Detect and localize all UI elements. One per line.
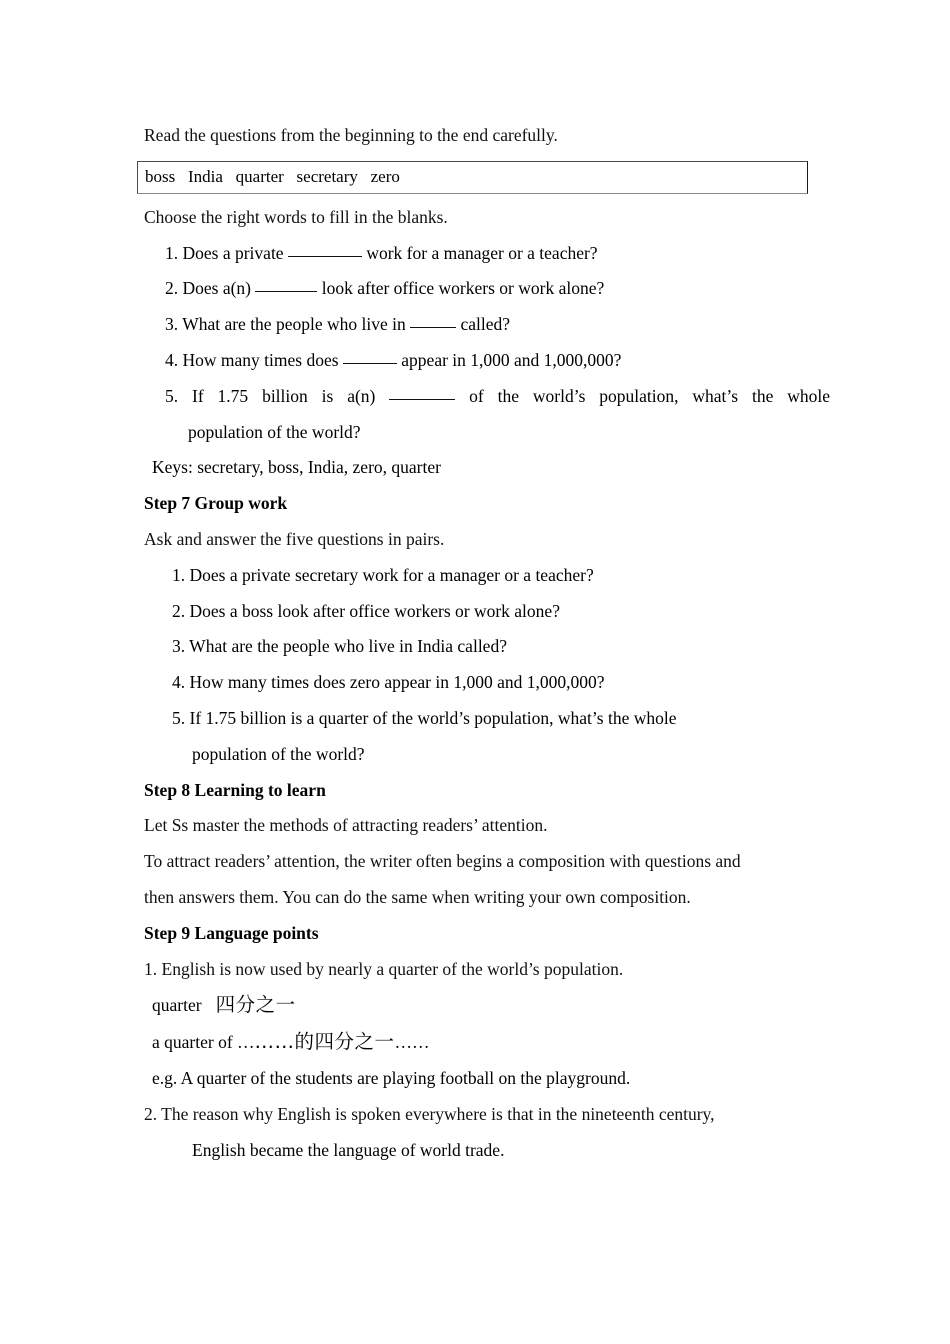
question-text-before: What are the people who live in	[182, 314, 406, 335]
question-text-after: appear in 1,000 and 1,000,000?	[401, 349, 622, 370]
question-number: 4.	[165, 349, 179, 370]
answer-blank	[255, 279, 317, 292]
list-item: 1. Does a private secretary work for a manager or a teacher?	[172, 564, 594, 585]
list-item	[144, 271, 810, 307]
phrase-chinese: ……的四分之一	[254, 1030, 395, 1054]
fill-in-question-list	[144, 236, 831, 451]
step9-title: Step 9 Language points	[144, 922, 319, 943]
answer-blank	[343, 351, 397, 364]
question-number: 5.	[165, 385, 179, 406]
question-text-after: work for a manager or a teacher?	[366, 242, 598, 263]
word-bank-box: boss India quarter secretary zero	[137, 161, 808, 194]
step9-gloss	[144, 987, 810, 1024]
answer-blank	[288, 244, 362, 257]
list-item: 3. What are the people who live in India called?	[172, 636, 507, 657]
phrase-english: a quarter of …	[152, 1032, 255, 1053]
question-continuation: population of the world?	[188, 421, 361, 442]
step9-phrase	[144, 1024, 810, 1061]
list-item	[144, 307, 810, 343]
list-item: 2. Does a boss look after office workers or work alone?	[172, 600, 560, 621]
step9-example: e.g. A quarter of the students are playing football on the playground.	[152, 1067, 631, 1088]
question-text-after: look after office workers or work alone?	[321, 278, 605, 299]
question-text-after: of the world’s population, what’s the whole	[469, 385, 831, 406]
answer-keys-line: Keys: secretary, boss, India, zero, quarter	[152, 457, 441, 478]
question-text-before: If 1.75 billion is a(n)	[192, 385, 376, 406]
question-text-before: Does a private	[182, 242, 284, 263]
step8-line1: Let Ss master the methods of attracting readers’ attention.	[144, 815, 548, 836]
question-text-after: called?	[460, 314, 511, 335]
step7-title: Step 7 Group work	[144, 493, 288, 514]
answer-blank	[410, 315, 456, 328]
gloss-term: quarter	[152, 995, 202, 1016]
list-item: 5. If 1.75 billion is a quarter of the world’s population, what’s the whole	[172, 707, 677, 728]
intro-line: Read the questions from the beginning to the end carefully.	[144, 125, 558, 145]
step9-point1: 1. English is now used by nearly a quarter of the world’s population.	[144, 958, 624, 979]
step8-line2: To attract readers’ attention, the writer often begins a composition with questions and	[144, 851, 741, 872]
question-number: 2.	[165, 278, 179, 299]
step8-line3: then answers them. You can do the same when writing your own composition.	[144, 886, 691, 907]
instruction-line: Choose the right words to fill in the blanks.	[144, 206, 448, 227]
step7-instruction: Ask and answer the five questions in pairs.	[144, 528, 445, 549]
question-text-before: How many times does	[182, 349, 339, 370]
question-number: 1.	[165, 242, 179, 263]
answer-blank	[389, 387, 455, 400]
phrase-tail: ……	[394, 1032, 430, 1053]
step9-point2-continuation: English became the language of world trade.	[192, 1139, 505, 1160]
step7-question-list	[144, 558, 810, 773]
question-number: 3.	[165, 314, 179, 335]
question-text-before: Does a(n)	[182, 278, 252, 299]
step9-point2: 2. The reason why English is spoken everywhere is that in the nineteenth century,	[144, 1103, 715, 1124]
list-item	[144, 379, 830, 415]
list-item	[144, 343, 810, 379]
list-item: 4. How many times does zero appear in 1,000 and 1,000,000?	[172, 672, 605, 693]
step8-title: Step 8 Learning to learn	[144, 779, 326, 800]
gloss-chinese: 四分之一	[215, 993, 296, 1017]
list-item	[144, 236, 810, 272]
question-continuation: population of the world?	[192, 743, 365, 764]
